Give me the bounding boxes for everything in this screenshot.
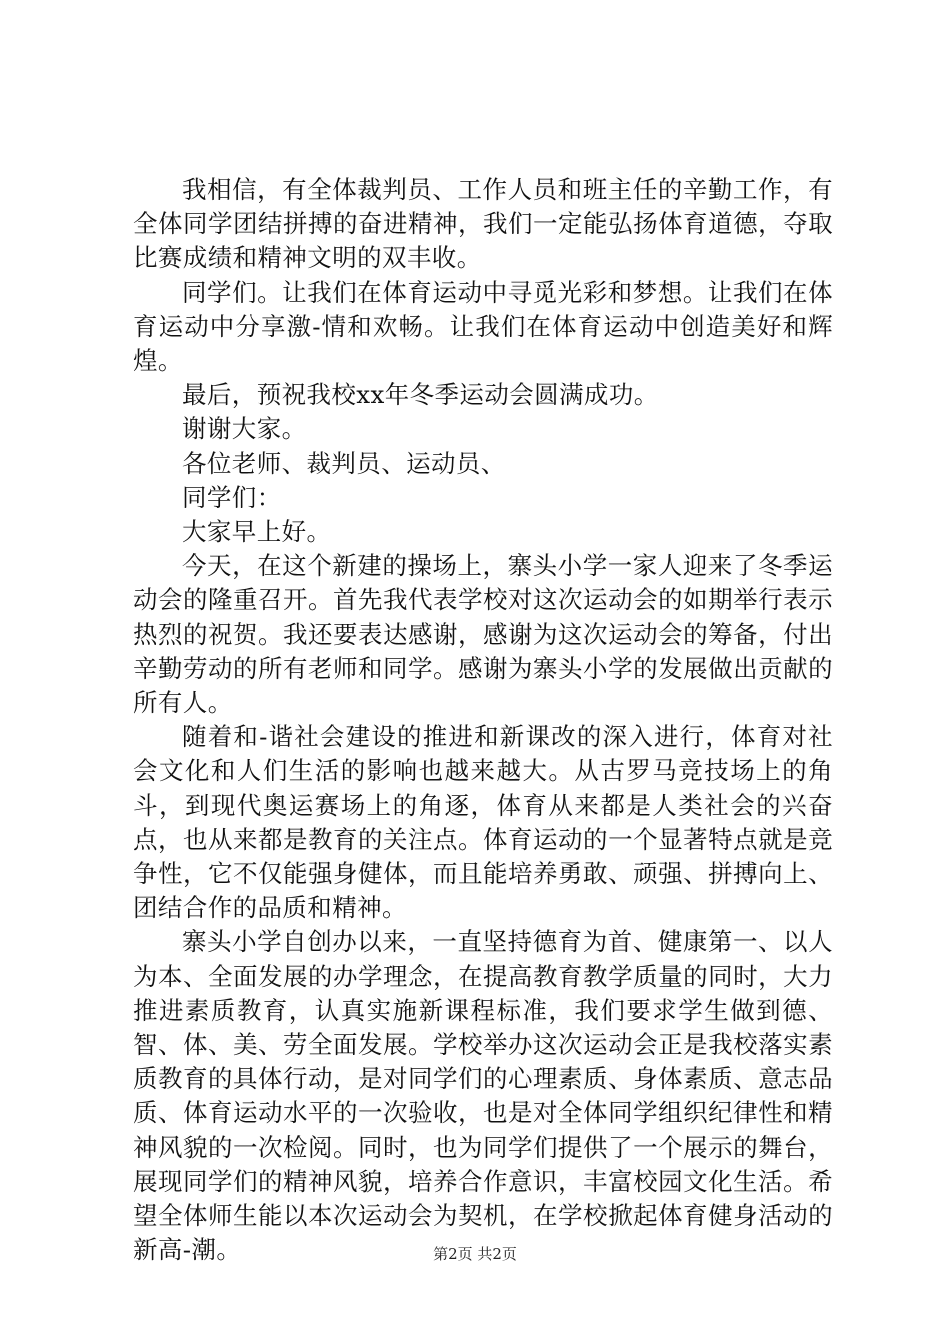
document-body: [133, 173, 833, 1268]
paragraph-closing-wish: 最后，预祝我校xx年冬季运动会圆满成功。: [182, 380, 659, 410]
paragraph-salutation: 各位老师、裁判员、运动员、: [182, 448, 506, 478]
paragraph-salutation-students: 同学们：: [182, 482, 282, 512]
paragraph-belief: 我相信，有全体裁判员、工作人员和班主任的辛勤工作，有全体同学团结拼搏的奋进精神，我们一定能弘扬体育道德，夺取比赛成绩和精神文明的双丰收。: [133, 175, 833, 273]
paragraph-students-call: 同学们。让我们在体育运动中寻觅光彩和梦想。让我们在体育运动中分享激-情和欢畅。让我们在体育运动中创造美好和辉煌。: [133, 277, 833, 376]
paragraph-thanks: 谢谢大家。: [182, 414, 307, 444]
page-number-footer: 第2页 共2页: [433, 1245, 517, 1263]
paragraph-sports-society: 随着和-谐社会建设的推进和新课改的深入进行，体育对社会文化和人们生活的影响也越来越大。从古罗马竞技场上的角斗，到现代奥运赛场上的角逐，体育从来都是人类社会的兴奋点，也从来都是教育的关注点。体育运动的一个显著特点就是竞争性，它不仅能强身健体，而且能培养勇敢、顽强、拼搏向上、团结合作的品质和精神。: [133, 722, 833, 923]
paragraph-greeting: 大家早上好。: [182, 517, 332, 547]
paragraph-school-philosophy: 寨头小学自创办以来，一直坚持德育为首、健康第一、以人为本、全面发展的办学理念，在提高教育教学质量的同时，大力推进素质教育，认真实施新课程标准，我们要求学生做到德、智、体、美、劳全面发展。学校举办这次运动会正是我校落实素质教育的具体行动，是对同学们的心理素质、身体素质、意志品质、体育运动水平的一次验收，也是对全体同学组织纪律性和精神风貌的一次检阅。同时，也为同学们提供了一个展示的舞台，展现同学们的精神风貌，培养合作意识，丰富校园文化生活。希望全体师生能以本次运动会为契机，在学校掀起体育健身活动的新高-潮。: [133, 927, 833, 1265]
paragraph-opening: 今天，在这个新建的操场上，寨头小学一家人迎来了冬季运动会的隆重召开。首先我代表学校对这次运动会的如期举行表示热烈的祝贺。我还要表达感谢，感谢为这次运动会的筹备，付出辛勤劳动的所有老师和同学。感谢为寨头小学的发展做出贡献的所有人。: [133, 551, 833, 718]
